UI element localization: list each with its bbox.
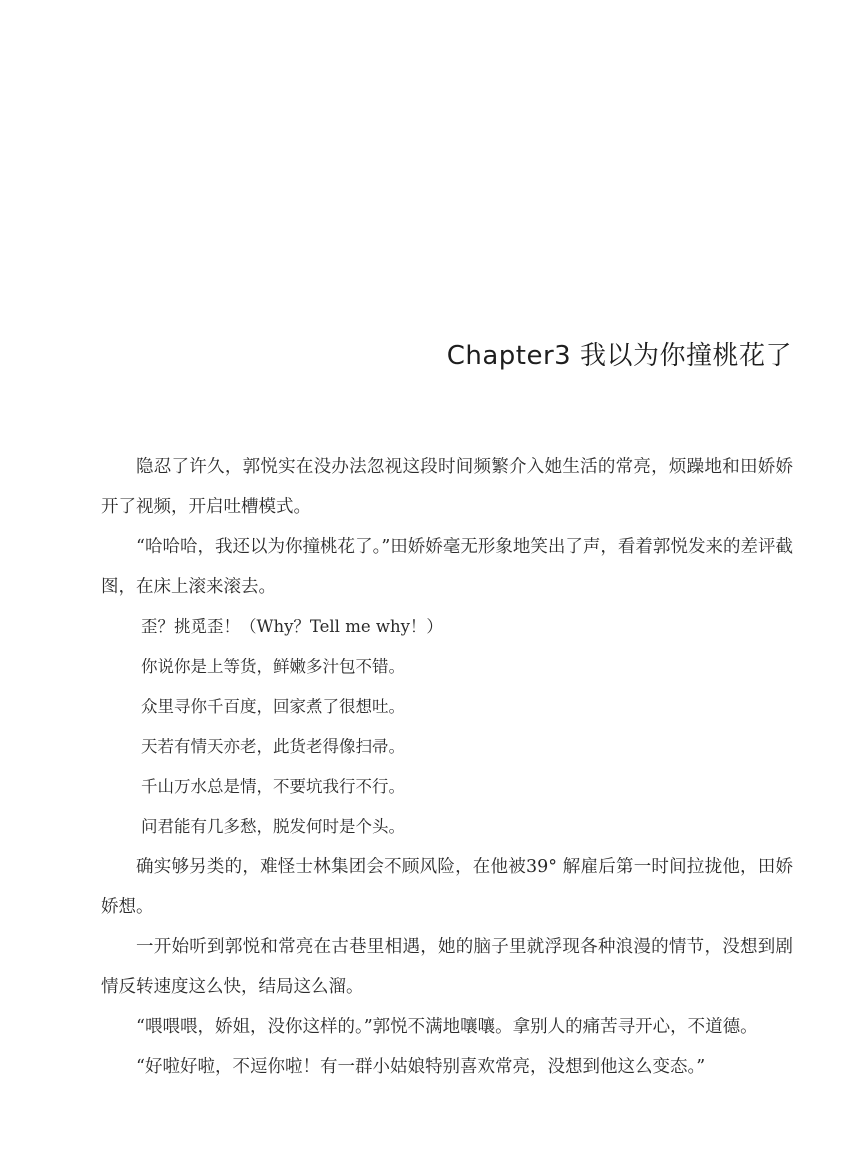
poem-line: 天若有情天亦老，此货老得像扫帚。 [141, 737, 405, 756]
paragraph: “喂喂喂，娇姐，没你这样的。”郭悦不满地嚷嚷。拿别人的痛苦寻开心，不道德。 [136, 1017, 758, 1037]
poem-line: 歪？挑觅歪！（Why？Tell me why！） [141, 617, 443, 636]
chapter-title: Chapter3 我以为你撞桃花了 [446, 341, 792, 372]
poem-line: 众里寻你千百度，回家煮了很想吐。 [141, 697, 405, 716]
body-text [101, 447, 793, 1087]
poem-line: 你说你是上等货，鲜嫩多汁包不错。 [141, 657, 405, 676]
paragraph: 确实够另类的，难怪士林集团会不顾风险，在他被39° 解雇后第一时间拉拢他，田娇娇想。 [101, 857, 793, 917]
paragraph: 一开始听到郭悦和常亮在古巷里相遇，她的脑子里就浮现各种浪漫的情节，没想到剧情反转速度这么快，结局这么溜。 [101, 937, 793, 997]
poem-line: 千山万水总是情，不要坑我行不行。 [141, 777, 405, 796]
poem-line: 问君能有几多愁，脱发何时是个头。 [141, 817, 405, 836]
poem [101, 607, 793, 847]
paragraph: “哈哈哈，我还以为你撞桃花了。”田娇娇毫无形象地笑出了声，看着郭悦发来的差评截图，在床上滚来滚去。 [101, 537, 793, 597]
paragraph: 隐忍了许久，郭悦实在没办法忽视这段时间频繁介入她生活的常亮，烦躁地和田娇娇开了视频，开启吐槽模式。 [101, 457, 793, 517]
paragraph: “好啦好啦，不逗你啦！有一群小姑娘特别喜欢常亮，没想到他这么变态。” [136, 1057, 706, 1077]
